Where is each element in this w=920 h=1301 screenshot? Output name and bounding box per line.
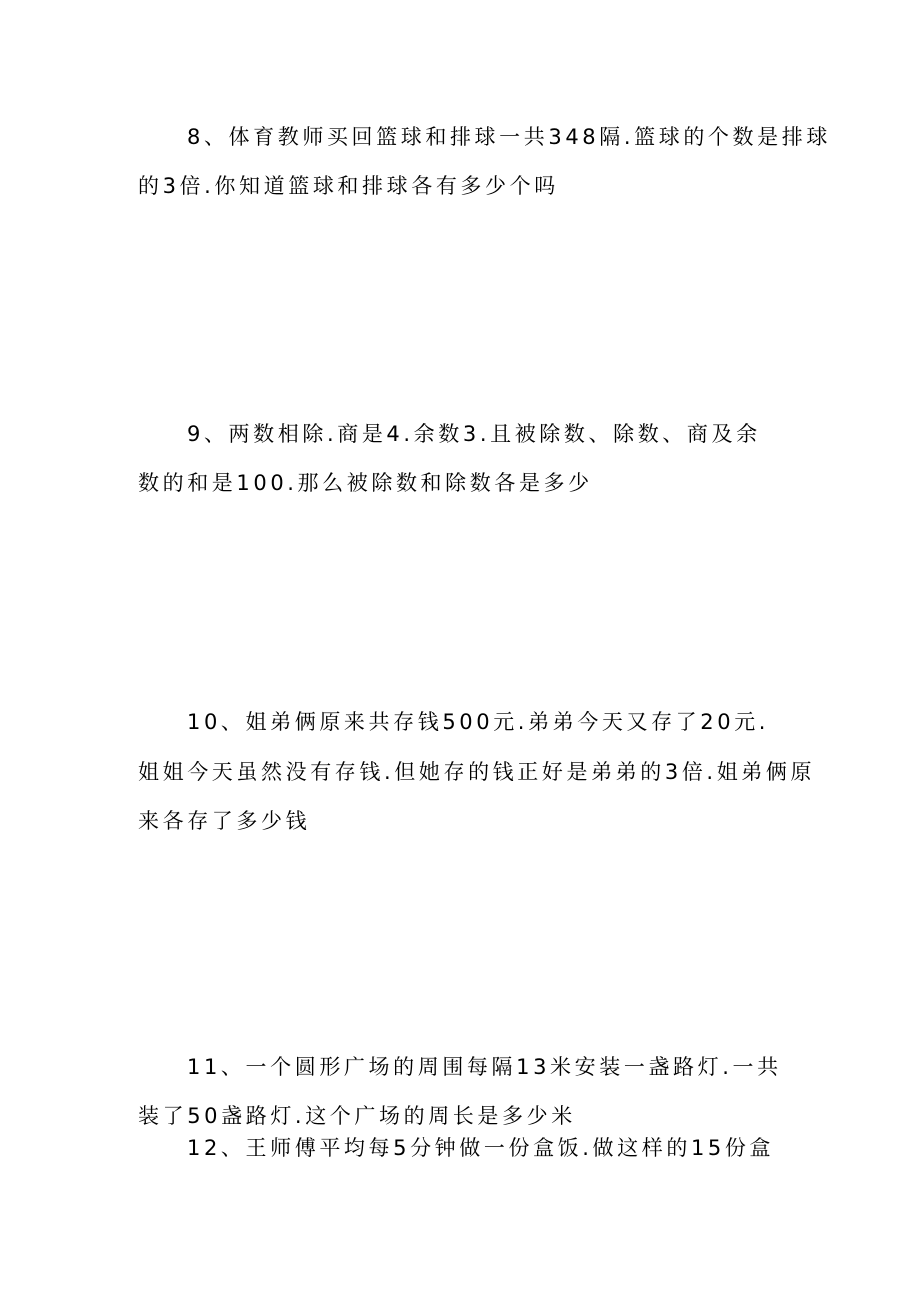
problem-10-line-1: 10、姐弟俩原来共存钱500元.弟弟今天又存了20元. bbox=[187, 710, 770, 734]
problem-11-line-1: 11、一个圆形广场的周围每隔13米安装一盏路灯.一共 bbox=[187, 1055, 782, 1079]
problem-11-line-2: 装了50盏路灯.这个广场的周长是多少米 bbox=[138, 1104, 576, 1128]
problem-8-line-1: 8、体育教师买回篮球和排球一共348隔.篮球的个数是排球 bbox=[187, 125, 831, 149]
problem-12-line-1: 12、王师傅平均每5分钟做一份盒饭.做这样的15份盒 bbox=[187, 1136, 775, 1160]
problem-9-line-1: 9、两数相除.商是4.余数3.且被除数、除数、商及余 bbox=[187, 422, 761, 446]
problem-9-line-2: 数的和是100.那么被除数和除数各是多少 bbox=[138, 471, 593, 495]
problem-10-line-3: 来各存了多少钱 bbox=[138, 809, 311, 833]
problem-10-line-2: 姐姐今天虽然没有存钱.但她存的钱正好是弟弟的3倍.姐弟俩原 bbox=[138, 760, 816, 784]
problem-8-line-2: 的3倍.你知道篮球和排球各有多少个吗 bbox=[138, 174, 559, 198]
